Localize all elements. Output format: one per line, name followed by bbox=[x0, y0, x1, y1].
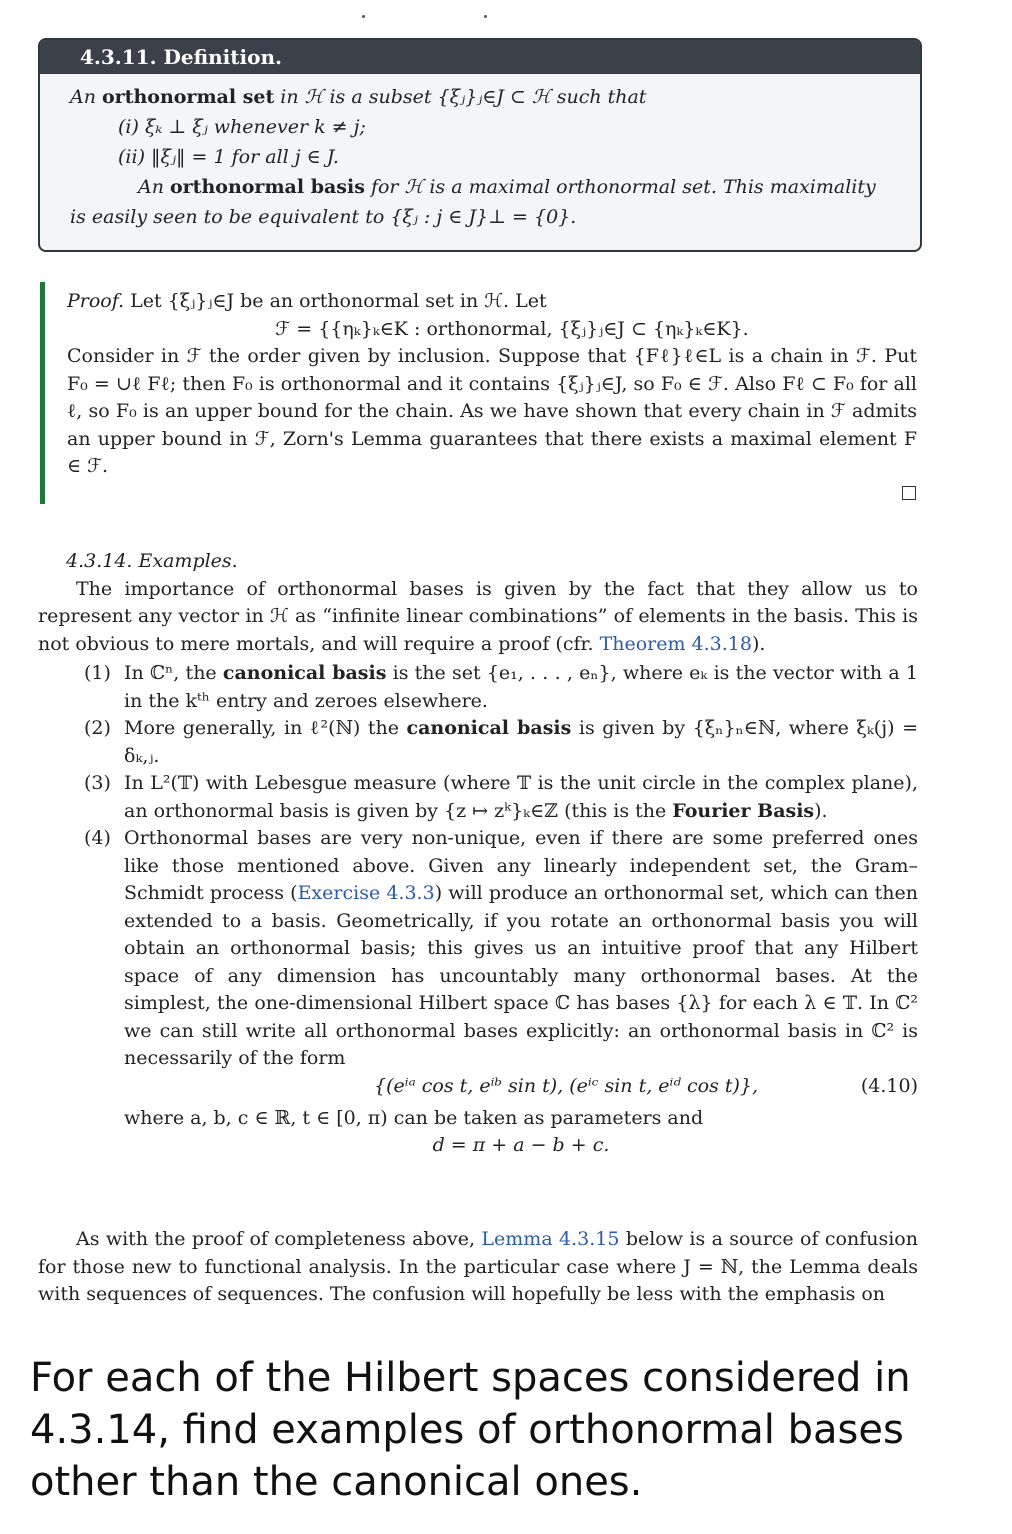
definition-box bbox=[38, 38, 922, 252]
text: is the set {e₁, . . . , eₙ}, where eₖ is the vector with a 1 in the kᵗʰ entry and zeroes elsewhere. bbox=[124, 662, 919, 712]
text: In ℂⁿ, the bbox=[124, 662, 223, 684]
text: is given by {ξₙ}ₙ∈ℕ, where ξₖ(j) = δₖ,ⱼ. bbox=[124, 717, 918, 767]
proof-body bbox=[67, 288, 917, 481]
text: An bbox=[70, 86, 102, 108]
proof-first-line bbox=[67, 288, 917, 316]
term-bold: orthonormal set bbox=[102, 86, 275, 108]
dot-mark bbox=[362, 15, 365, 18]
dot-mark bbox=[484, 15, 487, 18]
text: ) will produce an orthonormal set, which can then extended to a basis. Geometrically, if you rotate an orthonormal basis you will obtain an orthonormal basis; this gives us an intuitive proof that any Hilbert space of any dimension has uncountably many orthonormal bases. At the simplest, the one-dimensional Hilbert space ℂ has bases {λ} for each λ ∈ 𝕋. In ℂ² we can still write all orthonormal bases explicitly: an orthonormal basis in ℂ² is necessarily of the form bbox=[124, 882, 918, 1069]
exercise-link[interactable]: Exercise 4.3.3 bbox=[297, 882, 435, 904]
condition-1: (i) ξₖ ⊥ ξⱼ whenever k ≠ j; bbox=[118, 116, 366, 138]
text: below is a source of confusion for those new to functional analysis. In the particular case where J = ℕ, the Lemma deals with sequences of sequences. The confusion will hopefully be less with the emphasis on bbox=[38, 1228, 918, 1305]
lemma-link[interactable]: Lemma 4.3.15 bbox=[481, 1228, 620, 1250]
definition-body bbox=[40, 74, 920, 232]
question-text: For each of the Hilbert spaces considered in 4.3.14, find examples of orthonormal bases other than the canonical ones. bbox=[30, 1355, 911, 1505]
proof-label: Proof. bbox=[67, 290, 125, 312]
condition-2: (ii) ‖ξⱼ‖ = 1 for all j ∈ J. bbox=[118, 146, 339, 168]
proof-display-equation: ℱ = {{ηₖ}ₖ∈K : orthonormal, {ξⱼ}ⱼ∈J ⊂ {ηₖ}ₖ∈K}. bbox=[275, 317, 749, 340]
item-number: (1) bbox=[84, 662, 111, 684]
examples-heading: 4.3.14. Examples. bbox=[66, 550, 238, 572]
term-bold: Fourier Basis bbox=[672, 799, 815, 822]
definition-line bbox=[70, 172, 898, 202]
list-item bbox=[38, 825, 918, 1160]
equation-body: {(eⁱᵃ cos t, eⁱᵇ sin t), (eⁱᶜ sin t, eⁱᵈ cos t)}, bbox=[374, 1074, 759, 1097]
list-item bbox=[38, 660, 918, 715]
term-bold: canonical basis bbox=[406, 717, 572, 739]
item-number: (2) bbox=[84, 717, 111, 739]
term-bold: orthonormal basis bbox=[170, 176, 365, 198]
closing-paragraph bbox=[38, 1226, 918, 1309]
list-item bbox=[38, 715, 918, 770]
examples-list bbox=[38, 660, 918, 1160]
item-number: (4) bbox=[84, 827, 111, 849]
text: An bbox=[138, 176, 170, 198]
text: ). bbox=[814, 799, 828, 822]
definition-header: 4.3.11. Definition. bbox=[40, 40, 920, 74]
text: Let {ξⱼ}ⱼ∈J be an orthonormal set in ℋ. Let bbox=[124, 290, 547, 312]
item-number: (3) bbox=[84, 772, 111, 794]
list-item bbox=[38, 770, 918, 825]
definition-line bbox=[70, 82, 898, 112]
text: In L²(𝕋) with Lebesgue measure (where 𝕋 is the unit circle in the complex plane), an orthonormal basis is given by {z ↦ zᵏ}ₖ∈ℤ (this is the bbox=[124, 772, 918, 822]
proof-paragraph: Consider in ℱ the order given by inclusion. Suppose that {Fℓ}ℓ∈L is a chain in ℱ. Put F₀ = ∪ℓ Fℓ; then F₀ is orthonormal and it contains {ξⱼ}ⱼ∈J, so F₀ ∈ ℱ. Also Fℓ ⊂ F₀ for all ℓ, so F₀ is an upper bound for the chain. As we have shown that every chain in ℱ admits an upper bound in ℱ, Zorn's Lemma guarantees that there exists a maximal element F ∈ ℱ. bbox=[67, 345, 917, 477]
text: in ℋ is a subset {ξⱼ}ⱼ∈J ⊂ ℋ such that bbox=[274, 86, 647, 108]
text: Orthonormal bases are very non-unique, even if there are some preferred ones like those mentioned above. Given any linearly independent set, the Gram–Schmidt process ( bbox=[124, 827, 918, 904]
theorem-link[interactable]: Theorem 4.3.18 bbox=[599, 632, 752, 655]
equation-d: d = π + a − b + c. bbox=[432, 1134, 610, 1156]
text: As with the proof of completeness above, bbox=[76, 1228, 482, 1250]
text: for ℋ is a maximal orthonormal set. This maximality bbox=[364, 176, 876, 198]
proof-block bbox=[40, 282, 918, 504]
text: More generally, in ℓ²(ℕ) the bbox=[124, 717, 407, 739]
text: ). bbox=[752, 632, 766, 655]
equation-4-10 bbox=[124, 1073, 918, 1105]
qed-box-icon bbox=[902, 486, 916, 500]
examples-intro bbox=[38, 576, 918, 659]
text: The importance of orthonormal bases is given by the fact that they allow us to represent any vector in ℋ as “infinite linear combinations” of elements in the basis. This is not obvious to mere mortals, and will require a proof (cfr. bbox=[38, 577, 918, 655]
definition-line: is easily seen to be equivalent to {ξⱼ : j ∈ J}⊥ = {0}. bbox=[70, 206, 577, 228]
proof-bar bbox=[40, 282, 45, 504]
equation-followup: where a, b, c ∈ ℝ, t ∈ [0, π) can be taken as parameters and bbox=[124, 1106, 704, 1129]
equation-tag: (4.10) bbox=[860, 1074, 918, 1097]
term-bold: canonical basis bbox=[222, 662, 387, 684]
top-marks bbox=[0, 10, 1012, 24]
examples-section bbox=[38, 548, 918, 1160]
